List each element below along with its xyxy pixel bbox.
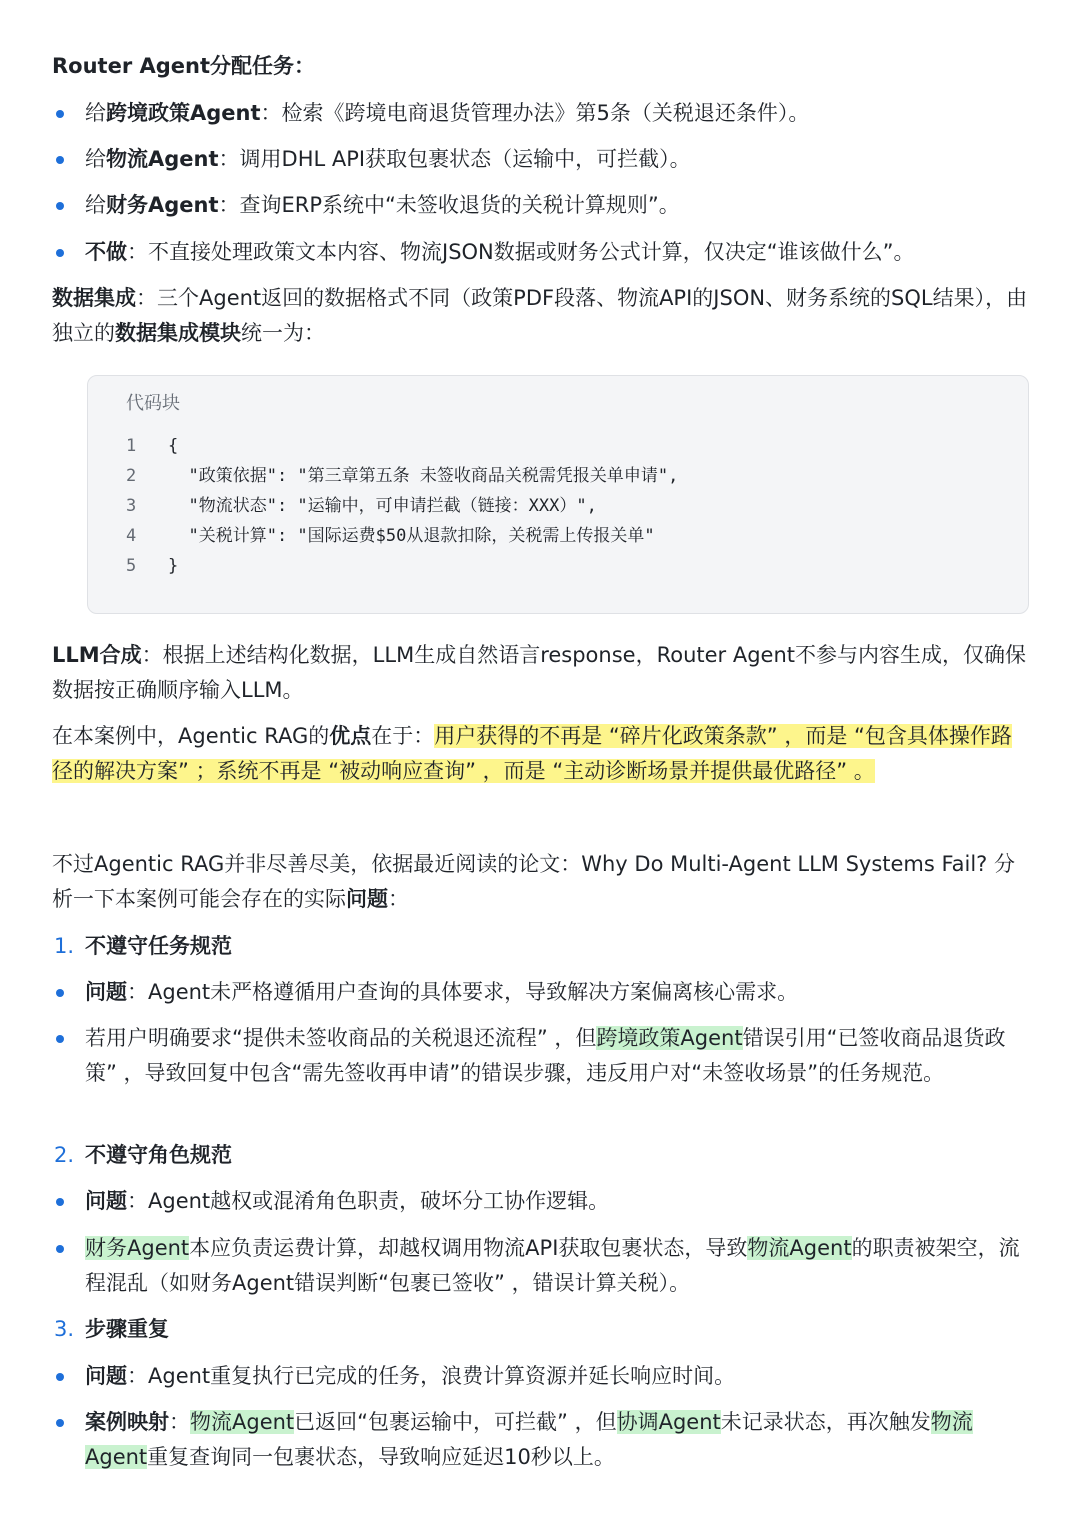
bullet-icon <box>56 202 64 210</box>
sec3-problem: 问题：Agent重复执行已完成的任务，浪费计算资源并延长响应时间。 <box>85 1364 736 1388</box>
code-text: { <box>168 436 179 456</box>
code-text: "政策依据": "第三章第五条 未签收商品关税需凭报关单申请", <box>168 466 679 486</box>
line-number: 3 <box>126 496 137 516</box>
section-title-task-spec: 不遵守任务规范 <box>85 934 232 958</box>
router-item-logistics: 给物流Agent：调用DHL API获取包裹状态（运输中，可拦截）。 <box>85 147 691 171</box>
highlight-green: 协调Agent <box>616 1410 721 1434</box>
router-title: Router Agent分配任务： <box>52 54 316 78</box>
line-number: 4 <box>126 526 137 546</box>
llm-synthesis-paragraph: LLM合成：根据上述结构化数据，LLM生成自然语言response，Router Agent不参与内容生成，仅确保数据按正确顺序输入LLM。 <box>52 643 1026 702</box>
sec1-example: 若用户明确要求“提供未签收商品的关税退还流程” ，但跨境政策Agent错误引用“已签收商品退货政策” ，导致回复中包含“需先签收再申请”的错误步骤，违反用户对“未签收场景”的任务规范。 <box>85 1026 1006 1085</box>
bullet-icon <box>56 156 64 164</box>
bullet-icon <box>56 989 64 997</box>
code-text: } <box>168 556 179 576</box>
highlight-green: 物流Agent <box>747 1236 852 1260</box>
router-item-finance: 给财务Agent：查询ERP系统中“未签收退货的关税计算规则”。 <box>85 193 680 217</box>
line-number: 5 <box>126 556 137 576</box>
sec1-problem: 问题：Agent未严格遵循用户查询的具体要求，导致解决方案偏离核心需求。 <box>85 980 799 1004</box>
highlight-green: 跨境政策Agent <box>596 1026 743 1050</box>
highlight-yellow: 用户获得的不再是 “碎片化政策条款” ，而是 “包含具体操作路径的解决方案” ；系统不再是 “被动响应查询” ，而是 “主动诊断场景并提供最优路径” 。 <box>52 724 1012 783</box>
highlight-green: 物流Agent <box>85 1410 973 1469</box>
sec2-example: 财务Agent本应负责运费计算，却越权调用物流API获取包裹状态，导致物流Agent的职责被架空，流程混乱（如财务Agent错误判断“包裹已签收” ，错误计算关税）。 <box>85 1236 1020 1295</box>
highlight-green: 物流Agent <box>190 1410 295 1434</box>
bullet-icon <box>56 1035 64 1043</box>
list-number: 1. <box>54 934 75 958</box>
list-number: 2. <box>54 1143 75 1167</box>
sec2-problem: 问题：Agent越权或混淆角色职责，破坏分工协作逻辑。 <box>85 1189 610 1213</box>
line-number: 1 <box>126 436 137 456</box>
line-number: 2 <box>126 466 137 486</box>
section-title-role-spec: 不遵守角色规范 <box>85 1143 232 1167</box>
bullet-icon <box>56 1245 64 1253</box>
bullet-icon <box>56 1198 64 1206</box>
bullet-icon <box>56 110 64 118</box>
router-item-not-do: 不做：不直接处理政策文本内容、物流JSON数据或财务公式计算，仅决定“谁该做什么”。 <box>85 240 915 264</box>
list-number: 3. <box>54 1317 75 1341</box>
bullet-icon <box>56 1419 64 1427</box>
code-block-title: 代码块 <box>126 393 180 414</box>
code-text: "物流状态": "运输中，可申请拦截（链接：XXX）", <box>168 496 597 516</box>
code-text: "关税计算": "国际运费$50从退款扣除，关税需上传报关单" <box>168 526 655 546</box>
advantage-paragraph: 在本案例中，Agentic RAG的优点在于：用户获得的不再是 “碎片化政策条款” ，而是 “包含具体操作路径的解决方案” ；系统不再是 “被动响应查询” ，而是 “主动诊断场景并提供最优路径” 。 <box>52 724 1012 783</box>
data-integration-paragraph: 数据集成：三个Agent返回的数据格式不同（政策PDF段落、物流API的JSON、财务系统的SQL结果），由独立的数据集成模块统一为： <box>52 286 1028 345</box>
router-item-policy: 给跨境政策Agent：检索《跨境电商退货管理办法》第5条（关税退还条件）。 <box>85 101 810 125</box>
section-title-step-repeat: 步骤重复 <box>85 1317 169 1341</box>
sec3-example: 案例映射：物流Agent已返回“包裹运输中，可拦截” ，但协调Agent未记录状态，再次触发物流Agent重复查询同一包裹状态，导致响应延迟10秒以上。 <box>85 1410 973 1469</box>
code-block <box>87 375 1029 614</box>
intro-paragraph: 不过Agentic RAG并非尽善尽美，依据最近阅读的论文：Why Do Multi-Agent LLM Systems Fail? 分析一下本案例可能会存在的实际问题： <box>52 852 1016 911</box>
bullet-icon <box>56 249 64 257</box>
highlight-green: 财务Agent <box>85 1236 190 1260</box>
bullet-icon <box>56 1373 64 1381</box>
